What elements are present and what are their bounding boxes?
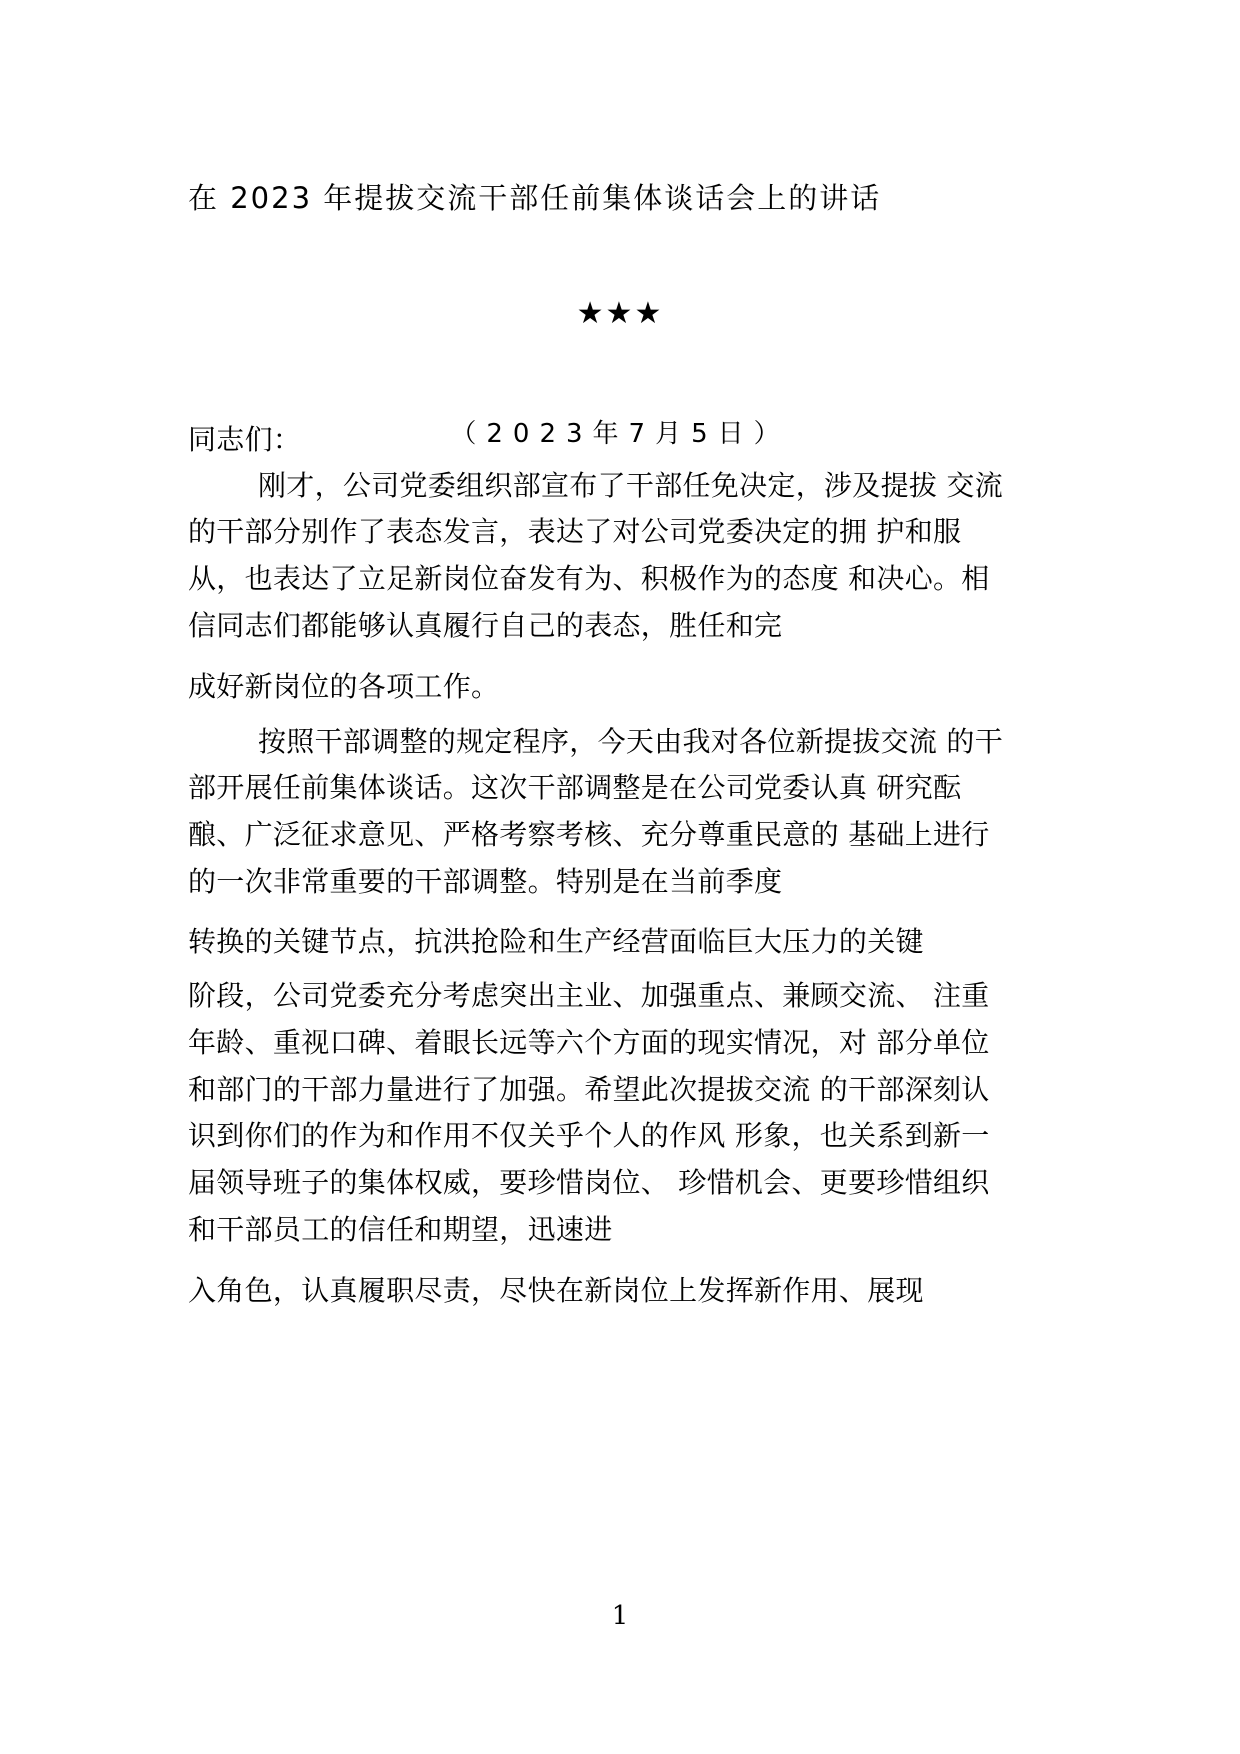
paragraph-line: 和干部员工的信任和期望，迅速进 xyxy=(188,1213,613,1246)
paragraph-line: 刚才，公司党委组织部宣布了干部任免决定，涉及提拔 交流 xyxy=(258,469,1004,502)
paragraph-line: 入角色，认真履职尽责，尽快在新岗位上发挥新作用、展现 xyxy=(188,1274,924,1307)
paragraph-line: 阶段，公司党委充分考虑突出主业、加强重点、兼顾交流、 注重 xyxy=(188,979,990,1012)
paragraph-line: 从，也表达了立足新岗位奋发有为、积极作为的态度 和决心。相 xyxy=(188,562,990,595)
paragraph-line: 的干部分别作了表态发言，表达了对公司党委决定的拥 护和服 xyxy=(188,515,962,548)
paragraph-line: 成好新岗位的各项工作。 xyxy=(188,670,500,703)
paragraph-line: 信同志们都能够认真履行自己的表态，胜任和完 xyxy=(188,609,783,642)
paragraph-line: 部开展任前集体谈话。这次干部调整是在公司党委认真 研究酝 xyxy=(188,771,962,804)
paragraph-line: 识到你们的作为和作用不仅关乎个人的作风 形象，也关系到新一 xyxy=(188,1119,990,1152)
paragraph-line: 和部门的干部力量进行了加强。希望此次提拔交流 的干部深刻认 xyxy=(188,1073,990,1106)
paragraph-line: 转换的关键节点，抗洪抢险和生产经营面临巨大压力的关键 xyxy=(188,925,924,958)
star-divider: ★★★ xyxy=(576,296,664,331)
speech-date: （2023年7月5日） xyxy=(450,419,790,449)
paragraph-line: 的一次非常重要的干部调整。特别是在当前季度 xyxy=(188,865,783,898)
paragraph-line: 届领导班子的集体权威，要珍惜岗位、 珍惜机会、更要珍惜组织 xyxy=(188,1166,990,1199)
salutation: 同志们： xyxy=(188,423,302,456)
paragraph-line: 年龄、重视口碑、着眼长远等六个方面的现实情况，对 部分单位 xyxy=(188,1026,990,1059)
document-title: 在 2023 年提拔交流干部任前集体谈话会上的讲话 xyxy=(188,181,882,215)
paragraph-line: 酿、广泛征求意见、严格考察考核、充分尊重民意的 基础上进行 xyxy=(188,818,990,851)
page-number: 1 xyxy=(611,1601,629,1631)
paragraph-line: 按照干部调整的规定程序，今天由我对各位新提拔交流 的干 xyxy=(258,725,1004,758)
